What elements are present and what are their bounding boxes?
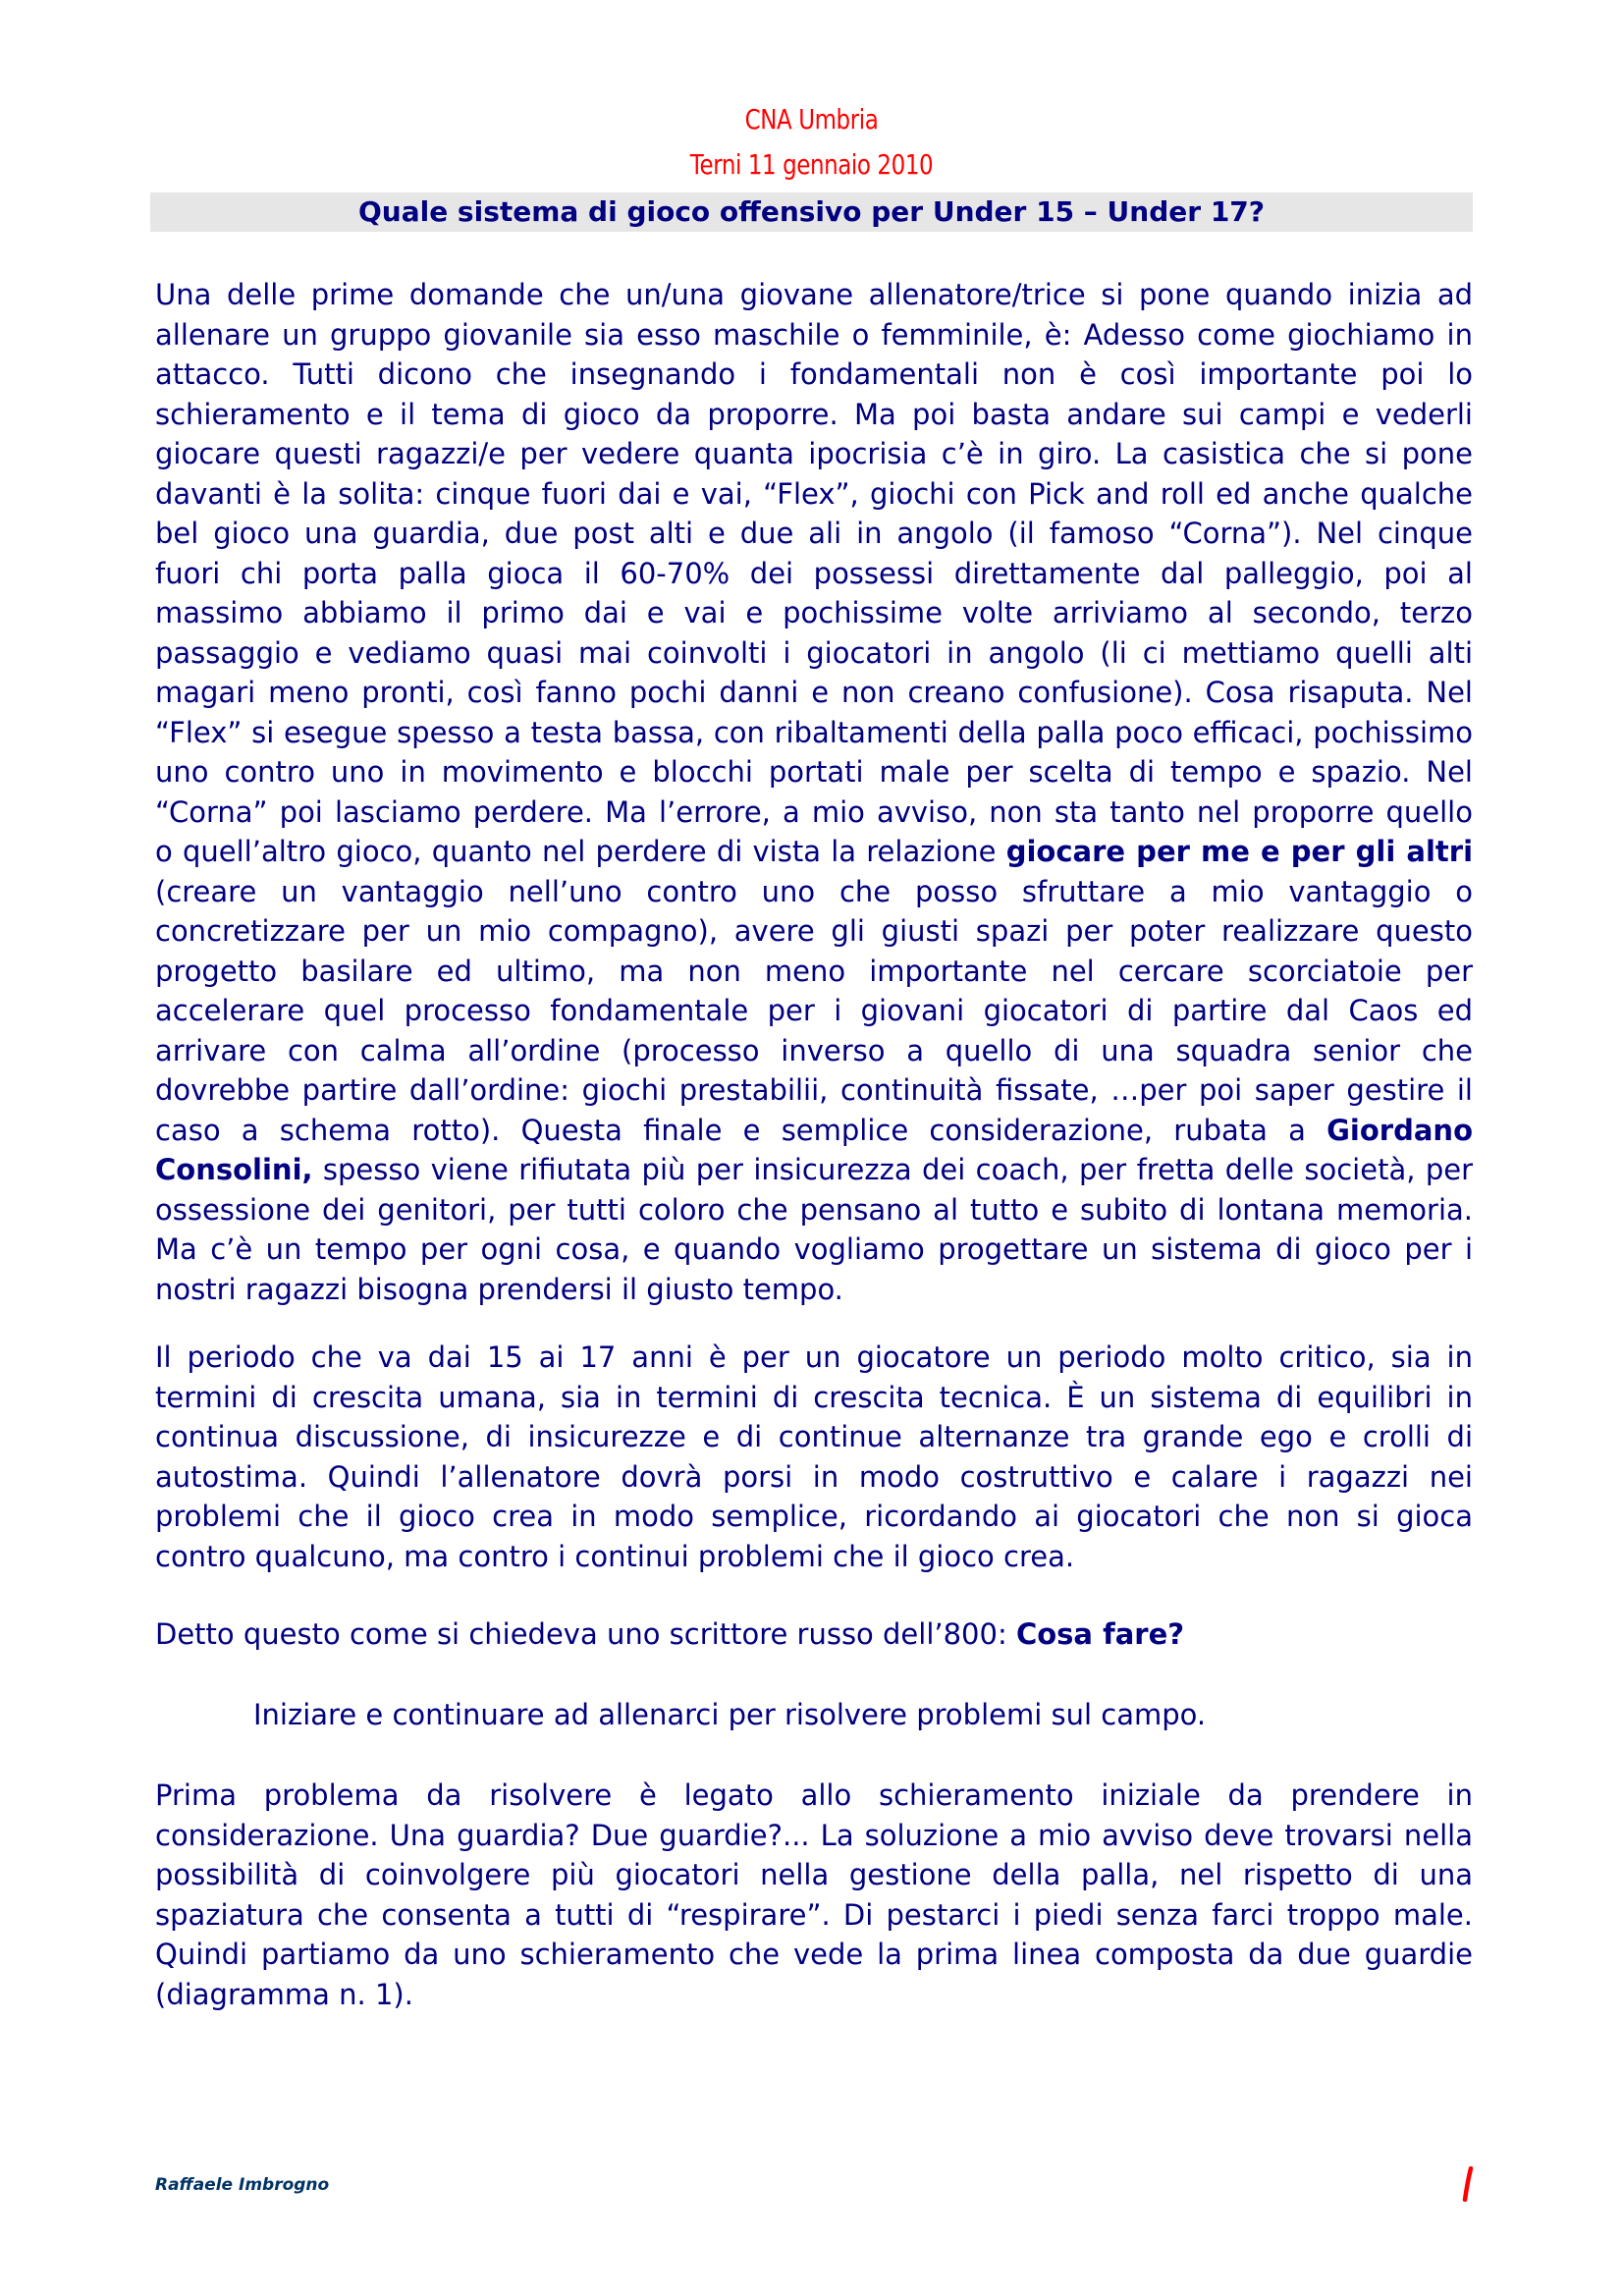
title-bar xyxy=(150,192,1473,232)
text-line: massimo abbiamo il primo dai e vai e pochissime volte arriviamo al secondo, terzo xyxy=(155,596,1473,629)
text-line: allenare un gruppo giovanile sia esso maschile o femminile, è: Adesso come giochiamo in xyxy=(155,317,1473,352)
text-line: continua discussione, di insicurezze e di continue alternanze tra grande ego e crolli di xyxy=(155,1420,1473,1453)
text-line: possibilità di coinvolgere più giocatori nella gestione della palla, nel rispetto di una xyxy=(155,1858,1473,1891)
text-line: davanti è la solita: cinque fuori dai e vai, “Flex”, giochi con Pick and roll ed anche qualche xyxy=(155,476,1473,511)
text-line: giocare questi ragazzi/e per vedere quanta ipocrisia c’è in giro. La casistica che si pone xyxy=(155,437,1473,470)
text-segment: spesso viene rifiutata più per insicurezza dei coach, per fretta delle società, per xyxy=(312,1153,1473,1186)
text-line: magari meno pronti, così fanno pochi danni e non creano confusione). Cosa risaputa. Nel xyxy=(155,676,1473,709)
paragraph-1 xyxy=(155,275,1473,1309)
text-line: “Corna” poi lasciamo perdere. Ma l’errore, a mio avviso, non sta tanto nel proporre quello xyxy=(155,794,1473,829)
text-line xyxy=(155,832,1473,872)
page-number xyxy=(1461,2166,1475,2202)
text-line: attacco. Tutti dicono che insegnando i fondamentali non è così importante poi lo xyxy=(155,357,1473,391)
text-line: progetto basilare ed ultimo, ma non meno importante nel cercare scorciatoie per xyxy=(155,954,1473,988)
text-line: (creare un vantaggio nell’uno contro uno che posso sfruttare a mio vantaggio o xyxy=(155,874,1473,908)
paragraph-3 xyxy=(155,1614,1473,1655)
text-line: termini di crescita umana, sia in termini di crescita tecnica. È un sistema di equilibri in xyxy=(155,1380,1473,1414)
text-segment: caso a schema rotto). Questa finale e semplice considerazione, rubata a xyxy=(155,1113,1327,1147)
bold-name: Giordano xyxy=(1326,1113,1473,1147)
text-line: arrivare con calma all’ordine (processo inverso a quello di una squadra senior che xyxy=(155,1033,1473,1067)
text-line: “Flex” si esegue spesso a testa bassa, con ribaltamenti della palla poco efficaci, pochissimo xyxy=(155,715,1473,749)
text-line: problemi che il gioco crea in modo semplice, ricordando ai giocatori che non si gioca xyxy=(155,1500,1473,1533)
bold-emphasis: giocare per me e per gli altri xyxy=(1005,835,1474,868)
text-line: bel gioco una guardia, due post alti e due ali in angolo (il famoso “Corna”). Nel cinque xyxy=(155,517,1473,550)
footer-author: Raffaele Imbrogno xyxy=(155,2175,330,2195)
text-segment: Detto questo come si chiedeva uno scrittore russo dell’800: xyxy=(155,1617,1016,1651)
text-line: nostri ragazzi bisogna prendersi il giusto tempo. xyxy=(155,1272,843,1306)
text-line: contro qualcuno, ma contro i continui problemi che il gioco crea. xyxy=(155,1539,1075,1573)
text-line: Prima problema da risolvere è legato allo schieramento iniziale da prendere in xyxy=(155,1778,1473,1812)
text-line: concretizzare per un mio compagno), avere gli giusti spazi per poter realizzare questo xyxy=(155,914,1473,948)
text-line: Ma c’è un tempo per ogni cosa, e quando vogliamo progettare un sistema di gioco per i xyxy=(155,1232,1473,1266)
text-line: considerazione. Una guardia? Due guardie?... La soluzione a mio avviso deve trovarsi nella xyxy=(155,1818,1473,1852)
text-line: accelerare quel processo fondamentale per i giovani giocatori di partire dal Caos ed xyxy=(155,994,1473,1027)
header-organization: CNA Umbria xyxy=(744,103,879,136)
text-line xyxy=(155,1150,1473,1190)
document-title: Quale sistema di gioco offensivo per Under 15 – Under 17? xyxy=(357,195,1266,228)
text-line: autostima. Quindi l’allenatore dovrà porsi in modo costruttivo e calare i ragazzi nei xyxy=(155,1459,1473,1494)
text-line: passaggio e vediamo quasi mai coinvolti i giocatori in angolo (li ci mettiamo quelli alti xyxy=(155,635,1473,670)
text-segment: o quell’altro gioco, quanto nel perdere di vista la relazione xyxy=(155,835,1006,868)
text-line xyxy=(155,1111,1473,1151)
text-line: uno contro uno in movimento e blocchi portati male per scelta di tempo e spazio. Nel xyxy=(155,755,1473,789)
text-line: Quindi partiamo da uno schieramento che vede la prima linea composta da due guardie xyxy=(155,1938,1473,1971)
text-line: dovrebbe partire dall’ordine: giochi prestabilii, continuità fissate, …per poi saper gestire il xyxy=(155,1073,1473,1107)
paragraph-5 xyxy=(155,1776,1473,2014)
header-place-date: Terni 11 gennaio 2010 xyxy=(689,148,934,181)
bold-name: Consolini, xyxy=(155,1153,313,1186)
text-line: Il periodo che va dai 15 ai 17 anni è per un giocatore un periodo molto critico, sia in xyxy=(155,1340,1473,1374)
text-line: Iniziare e continuare ad allenarci per risolvere problemi sul campo. xyxy=(253,1698,1207,1731)
bold-question: Cosa fare? xyxy=(1015,1617,1185,1651)
paragraph-4-indented xyxy=(253,1695,1432,1735)
paragraph-2 xyxy=(155,1338,1473,1576)
text-line: fuori chi porta palla gioca il 60-70% dei possessi direttamente dal palleggio, poi al xyxy=(155,556,1473,590)
text-line xyxy=(155,1614,1473,1655)
text-line: Una delle prime domande che un/una giovane allenatore/trice si pone quando inizia ad xyxy=(155,278,1473,311)
text-line: schieramento e il tema di gioco da proporre. Ma poi basta andare sui campi e vederli xyxy=(155,397,1473,431)
text-line: (diagramma n. 1). xyxy=(155,1977,413,2011)
text-line: spaziatura che consenta a tutti di “respirare”. Di pestarci i piedi senza farci troppo male. xyxy=(155,1897,1473,1932)
text-line: ossessione dei genitori, per tutti coloro che pensano al tutto e subito di lontana memoria. xyxy=(155,1192,1473,1227)
